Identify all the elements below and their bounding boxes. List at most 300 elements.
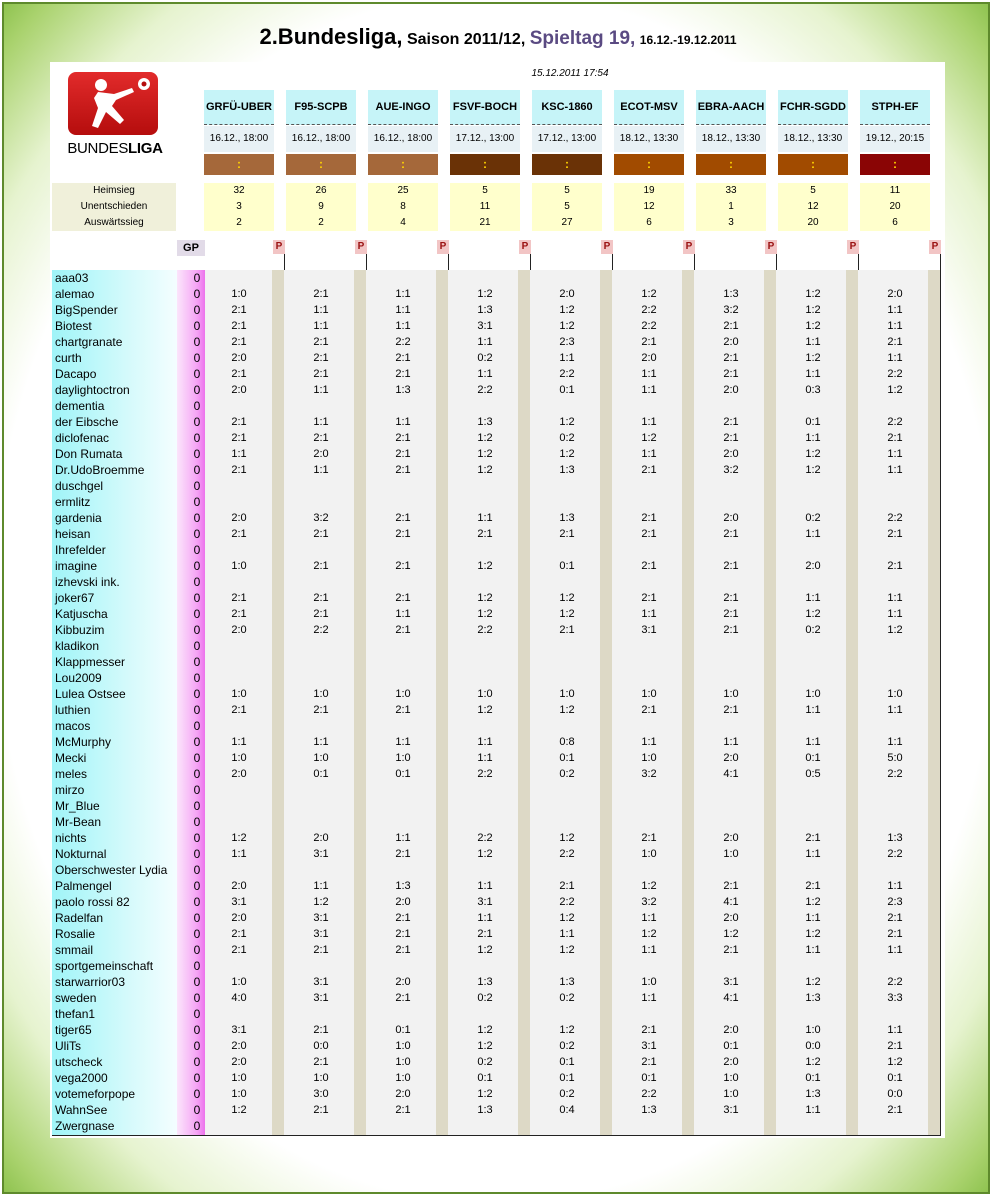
player-gp: 0 — [193, 367, 201, 381]
player-tip: 4:1 — [723, 768, 739, 780]
player-name: gardenia — [55, 511, 102, 525]
player-tip: 2:1 — [887, 1040, 903, 1052]
player-gp: 0 — [193, 927, 201, 941]
player-tip: 2:1 — [395, 432, 411, 444]
match-draw-count: 12 — [778, 199, 848, 215]
player-tip: 2:2 — [887, 768, 903, 780]
player-tip: 1:1 — [641, 368, 657, 380]
player-tip: 2:0 — [231, 1040, 247, 1052]
player-name: ermlitz — [55, 495, 91, 509]
table-row — [52, 414, 941, 430]
points-column-header: P — [847, 240, 859, 254]
player-gp: 0 — [193, 303, 201, 317]
player-tip: 2:0 — [231, 880, 247, 892]
player-tip: 1:0 — [477, 688, 493, 700]
table-row — [52, 286, 941, 302]
player-tip: 2:0 — [313, 832, 329, 844]
player-tip: 2:2 — [559, 896, 575, 908]
player-tip: 3:1 — [231, 896, 247, 908]
player-name: votemeforpope — [55, 1087, 136, 1101]
player-tip: 2:3 — [559, 336, 575, 348]
match-date: 18.12., 13:30 — [614, 126, 684, 152]
match-date: 16.12., 18:00 — [368, 126, 438, 152]
player-gp: 0 — [193, 1087, 201, 1101]
table-row — [52, 846, 941, 862]
player-tip: 1:2 — [559, 448, 575, 460]
player-tip: 1:1 — [887, 944, 903, 956]
bundesliga-logo — [65, 72, 175, 162]
table-row — [52, 958, 941, 974]
player-tip: 2:1 — [395, 928, 411, 940]
player-name: Mecki — [55, 751, 87, 765]
player-tip: 3:1 — [313, 912, 329, 924]
table-row — [52, 574, 941, 590]
player-tip: 2:0 — [313, 448, 329, 460]
player-tip: 3:1 — [641, 1040, 657, 1052]
player-tip: 2:0 — [231, 352, 247, 364]
player-gp: 0 — [193, 863, 201, 877]
player-tip: 2:0 — [723, 1024, 739, 1036]
player-name: paolo rossi 82 — [55, 895, 130, 909]
table-row — [52, 894, 941, 910]
player-tip: 2:1 — [887, 912, 903, 924]
player-tip: 2:1 — [395, 912, 411, 924]
player-tip: 1:2 — [477, 288, 493, 300]
player-tip: 1:2 — [477, 608, 493, 620]
match-away-count: 2 — [204, 215, 274, 231]
match-home-count: 19 — [614, 183, 684, 199]
table-row — [52, 302, 941, 318]
match-result: : — [614, 154, 684, 175]
player-tip: 1:2 — [887, 1056, 903, 1068]
player-tip: 0:2 — [559, 768, 575, 780]
table-row — [52, 926, 941, 942]
player-tip: 0:8 — [559, 736, 575, 748]
player-tip: 1:0 — [231, 560, 247, 572]
player-tip: 2:2 — [887, 368, 903, 380]
match-away-count: 27 — [532, 215, 602, 231]
player-tip: 1:0 — [231, 1088, 247, 1100]
player-tip: 1:1 — [641, 384, 657, 396]
table-row — [52, 670, 941, 686]
player-tip: 1:3 — [805, 992, 821, 1004]
player-tip: 1:2 — [231, 832, 247, 844]
player-tip: 1:2 — [559, 304, 575, 316]
match-date: 17.12., 13:00 — [450, 126, 520, 152]
player-name: Kibbuzim — [55, 623, 105, 637]
player-name: Nokturnal — [55, 847, 107, 861]
player-tip: 1:2 — [805, 976, 821, 988]
player-name: alemao — [55, 287, 95, 301]
player-tip: 2:1 — [313, 1056, 329, 1068]
player-gp: 0 — [193, 559, 201, 573]
player-tip: 0:5 — [805, 768, 821, 780]
player-tip: 1:0 — [395, 752, 411, 764]
player-tip: 0:2 — [477, 992, 493, 1004]
player-tip: 1:1 — [231, 848, 247, 860]
player-tip: 1:3 — [477, 1104, 493, 1116]
player-tip: 1:2 — [477, 848, 493, 860]
table-row — [52, 798, 941, 814]
player-gp: 0 — [193, 879, 201, 893]
player-tip: 2:1 — [231, 432, 247, 444]
player-name: thefan1 — [55, 1007, 96, 1021]
player-tip: 2:1 — [477, 528, 493, 540]
player-tip: 2:1 — [313, 352, 329, 364]
player-tip: 2:1 — [395, 624, 411, 636]
player-tip: 1:1 — [477, 336, 493, 348]
title-matchday: Spieltag 19, — [529, 28, 636, 49]
player-gp: 0 — [193, 959, 201, 973]
player-gp: 0 — [193, 943, 201, 957]
player-gp: 0 — [193, 911, 201, 925]
player-tip: 0:1 — [805, 416, 821, 428]
player-gp: 0 — [193, 591, 201, 605]
player-tip: 1:1 — [477, 368, 493, 380]
player-tip: 1:2 — [805, 288, 821, 300]
player-tip: 1:1 — [313, 736, 329, 748]
table-row — [52, 366, 941, 382]
player-tip: 2:1 — [395, 992, 411, 1004]
player-name: BigSpender — [55, 303, 118, 317]
player-name: duschgel — [55, 479, 104, 493]
player-name: Oberschwester Lydia — [55, 863, 168, 877]
player-tip: 2:1 — [231, 704, 247, 716]
player-tip: 2:1 — [313, 704, 329, 716]
player-tip: 1:1 — [231, 736, 247, 748]
table-row — [52, 430, 941, 446]
player-tip: 2:0 — [723, 448, 739, 460]
player-tip: 1:1 — [641, 912, 657, 924]
player-tip: 2:1 — [723, 624, 739, 636]
player-name: daylightoctron — [55, 383, 130, 397]
player-name: sportgemeinschaft — [55, 959, 154, 973]
player-tip: 1:2 — [559, 912, 575, 924]
player-tip: 2:0 — [723, 832, 739, 844]
player-tip: 1:2 — [805, 320, 821, 332]
player-tip: 1:3 — [805, 1088, 821, 1100]
player-tip: 2:0 — [231, 912, 247, 924]
player-tip: 2:1 — [313, 608, 329, 620]
table-row — [52, 542, 941, 558]
player-tip: 1:3 — [723, 288, 739, 300]
player-tip: 2:0 — [231, 512, 247, 524]
stat-label-away: Auswärtssieg — [52, 215, 176, 231]
player-tip: 2:1 — [395, 512, 411, 524]
player-gp: 0 — [193, 847, 201, 861]
player-tip: 1:0 — [641, 848, 657, 860]
player-gp: 0 — [193, 1103, 201, 1117]
player-tip: 1:1 — [395, 608, 411, 620]
player-tip: 1:1 — [641, 448, 657, 460]
player-tip: 1:2 — [477, 1088, 493, 1100]
player-tip: 3:2 — [641, 768, 657, 780]
match-name: STPH-EF — [860, 90, 930, 125]
player-tip: 3:2 — [723, 464, 739, 476]
player-tip: 2:2 — [559, 848, 575, 860]
player-tip: 1:3 — [477, 304, 493, 316]
match-home-count: 32 — [204, 183, 274, 199]
player-gp: 0 — [193, 271, 201, 285]
player-gp: 0 — [193, 703, 201, 717]
match-result: : — [860, 154, 930, 175]
player-tip: 1:1 — [559, 352, 575, 364]
player-tip: 1:1 — [395, 832, 411, 844]
player-tip: 2:0 — [723, 336, 739, 348]
player-gp: 0 — [193, 767, 201, 781]
player-gp: 0 — [193, 783, 201, 797]
match-home-count: 26 — [286, 183, 356, 199]
player-tip: 1:2 — [805, 448, 821, 460]
match-date: 18.12., 13:30 — [696, 126, 766, 152]
player-name: dementia — [55, 399, 105, 413]
player-tip: 1:1 — [313, 304, 329, 316]
player-tip: 2:1 — [641, 832, 657, 844]
player-name: utscheck — [55, 1055, 103, 1069]
points-column-header: P — [355, 240, 367, 254]
stat-label-home: Heimsieg — [52, 183, 176, 199]
player-tip: 1:2 — [805, 304, 821, 316]
player-tip: 1:2 — [723, 928, 739, 940]
player-tip: 1:1 — [887, 1024, 903, 1036]
player-tip: 1:2 — [477, 1024, 493, 1036]
player-tip: 1:1 — [477, 912, 493, 924]
player-tip: 1:0 — [313, 752, 329, 764]
player-tip: 1:1 — [805, 704, 821, 716]
match-draw-count: 5 — [532, 199, 602, 215]
player-tip: 0:1 — [559, 1056, 575, 1068]
player-tip: 1:2 — [559, 1024, 575, 1036]
player-tip: 1:1 — [887, 592, 903, 604]
player-tip: 2:1 — [641, 560, 657, 572]
table-row — [52, 766, 941, 782]
player-name: mirzo — [55, 783, 85, 797]
player-tip: 1:2 — [231, 1104, 247, 1116]
player-tip: 0:2 — [805, 512, 821, 524]
player-tip: 1:1 — [641, 992, 657, 1004]
player-gp: 0 — [193, 607, 201, 621]
match-home-count: 33 — [696, 183, 766, 199]
player-gp: 0 — [193, 1055, 201, 1069]
player-tip: 1:1 — [395, 288, 411, 300]
player-tip: 2:1 — [231, 944, 247, 956]
update-timestamp: 15.12.2011 17:54 — [531, 68, 609, 79]
player-tip: 2:1 — [395, 368, 411, 380]
player-gp: 0 — [193, 543, 201, 557]
player-tip: 1:0 — [395, 1056, 411, 1068]
player-tip: 0:2 — [559, 1088, 575, 1100]
player-tip: 1:1 — [395, 736, 411, 748]
player-name: Ihrefelder — [55, 543, 106, 557]
player-tip: 1:1 — [805, 912, 821, 924]
player-tip: 4:0 — [231, 992, 247, 1004]
player-gp: 0 — [193, 495, 201, 509]
match-name: AUE-INGO — [368, 90, 438, 125]
table-row — [52, 494, 941, 510]
player-tip: 3:1 — [313, 928, 329, 940]
player-tip: 2:1 — [887, 1104, 903, 1116]
table-row — [52, 446, 941, 462]
match-name: ECOT-MSV — [614, 90, 684, 125]
player-tip: 3:2 — [313, 512, 329, 524]
player-tip: 1:2 — [805, 608, 821, 620]
player-tip: 1:1 — [641, 736, 657, 748]
player-tip: 1:1 — [887, 448, 903, 460]
table-row — [52, 270, 941, 286]
player-tip: 2:1 — [887, 928, 903, 940]
player-name: Lou2009 — [55, 671, 102, 685]
player-tip: 2:1 — [313, 288, 329, 300]
player-tip: 2:1 — [231, 608, 247, 620]
table-row — [52, 590, 941, 606]
player-tip: 2:1 — [887, 528, 903, 540]
points-column-header: P — [929, 240, 941, 254]
player-tip: 1:2 — [477, 704, 493, 716]
player-tip: 2:1 — [231, 928, 247, 940]
match-draw-count: 8 — [368, 199, 438, 215]
player-name: UliTs — [55, 1039, 81, 1053]
player-gp: 0 — [193, 1023, 201, 1037]
player-tip: 1:0 — [723, 688, 739, 700]
player-tip: 0:1 — [723, 1040, 739, 1052]
player-gp: 0 — [193, 639, 201, 653]
player-tip: 1:1 — [805, 336, 821, 348]
player-tip: 3:1 — [313, 848, 329, 860]
player-tip: 2:1 — [395, 944, 411, 956]
player-tip: 0:1 — [559, 384, 575, 396]
player-name: Palmengel — [55, 879, 112, 893]
player-name: sweden — [55, 991, 97, 1005]
player-tip: 1:3 — [559, 464, 575, 476]
player-tip: 1:1 — [477, 752, 493, 764]
table-row — [52, 702, 941, 718]
player-name: Mr-Bean — [55, 815, 102, 829]
player-tip: 0:1 — [887, 1072, 903, 1084]
player-tip: 2:0 — [231, 624, 247, 636]
player-tip: 0:3 — [805, 384, 821, 396]
player-tip: 2:0 — [231, 384, 247, 396]
player-name: curth — [55, 351, 82, 365]
table-row — [52, 334, 941, 350]
player-gp: 0 — [193, 335, 201, 349]
table-row — [52, 878, 941, 894]
player-tip: 2:1 — [641, 512, 657, 524]
player-name: Dr.UdoBroemme — [55, 463, 145, 477]
player-gp: 0 — [193, 831, 201, 845]
player-tip: 2:2 — [477, 832, 493, 844]
player-tip: 2:0 — [723, 752, 739, 764]
player-name: imagine — [55, 559, 98, 573]
player-tip: 2:1 — [231, 368, 247, 380]
match-draw-count: 1 — [696, 199, 766, 215]
player-tip: 1:1 — [887, 704, 903, 716]
player-tip: 1:2 — [641, 880, 657, 892]
player-tip: 1:0 — [887, 688, 903, 700]
player-tip: 4:1 — [723, 992, 739, 1004]
player-gp: 0 — [193, 671, 201, 685]
player-tip: 1:1 — [641, 416, 657, 428]
player-tip: 1:2 — [477, 448, 493, 460]
player-tip: 2:1 — [395, 352, 411, 364]
player-tip: 1:0 — [641, 976, 657, 988]
player-tip: 1:1 — [887, 320, 903, 332]
player-gp: 0 — [193, 1071, 201, 1085]
player-tip: 4:1 — [723, 896, 739, 908]
table-row — [52, 526, 941, 542]
player-gp: 0 — [193, 815, 201, 829]
player-tip: 2:2 — [313, 624, 329, 636]
player-tip: 1:2 — [477, 464, 493, 476]
player-tip: 1:0 — [805, 688, 821, 700]
player-tip: 1:0 — [395, 1072, 411, 1084]
player-tip: 1:3 — [559, 976, 575, 988]
player-name: Mr_Blue — [55, 799, 100, 813]
player-tip: 1:0 — [723, 1088, 739, 1100]
player-tip: 1:1 — [805, 592, 821, 604]
player-tip: 1:0 — [395, 1040, 411, 1052]
player-tip: 2:1 — [723, 368, 739, 380]
player-name: kladikon — [55, 639, 100, 653]
player-tip: 0:1 — [559, 1072, 575, 1084]
player-name: luthien — [55, 703, 91, 717]
table-row — [52, 622, 941, 638]
player-tip: 2:1 — [231, 464, 247, 476]
player-tip: 2:1 — [395, 592, 411, 604]
player-tip: 3:1 — [723, 976, 739, 988]
player-tip: 1:2 — [559, 608, 575, 620]
match-result: : — [532, 154, 602, 175]
player-tip: 1:1 — [395, 304, 411, 316]
table-row — [52, 382, 941, 398]
player-tip: 1:1 — [395, 416, 411, 428]
player-tip: 1:1 — [641, 608, 657, 620]
player-tip: 1:3 — [395, 384, 411, 396]
player-tip: 2:1 — [395, 848, 411, 860]
player-name: tiger65 — [55, 1023, 92, 1037]
match-name: EBRA-AACH — [696, 90, 766, 125]
title-dates: 16.12.-19.12.2011 — [639, 33, 737, 47]
player-tip: 0:1 — [805, 1072, 821, 1084]
player-tip: 2:1 — [231, 320, 247, 332]
player-gp: 0 — [193, 975, 201, 989]
player-tip: 0:1 — [477, 1072, 493, 1084]
title-league: 2.Bundesliga, — [259, 24, 403, 49]
player-tip: 2:0 — [559, 288, 575, 300]
player-tip: 1:2 — [559, 320, 575, 332]
match-away-count: 2 — [286, 215, 356, 231]
table-row — [52, 638, 941, 654]
player-tip: 1:1 — [477, 736, 493, 748]
table-row — [52, 718, 941, 734]
player-tip: 1:1 — [313, 880, 329, 892]
match-name: F95-SCPB — [286, 90, 356, 125]
player-tip: 2:1 — [231, 416, 247, 428]
table-bottom-line — [52, 1135, 941, 1136]
player-tip: 1:2 — [559, 592, 575, 604]
table-row — [52, 942, 941, 958]
match-home-count: 5 — [532, 183, 602, 199]
player-tip: 3:3 — [887, 992, 903, 1004]
match-draw-count: 12 — [614, 199, 684, 215]
player-tip: 0:1 — [559, 752, 575, 764]
player-tip: 2:0 — [231, 768, 247, 780]
player-tip: 1:2 — [805, 1056, 821, 1068]
player-tip: 1:2 — [559, 944, 575, 956]
player-gp: 0 — [193, 447, 201, 461]
match-away-count: 6 — [860, 215, 930, 231]
player-name: heisan — [55, 527, 91, 541]
player-tip: 0:2 — [477, 352, 493, 364]
